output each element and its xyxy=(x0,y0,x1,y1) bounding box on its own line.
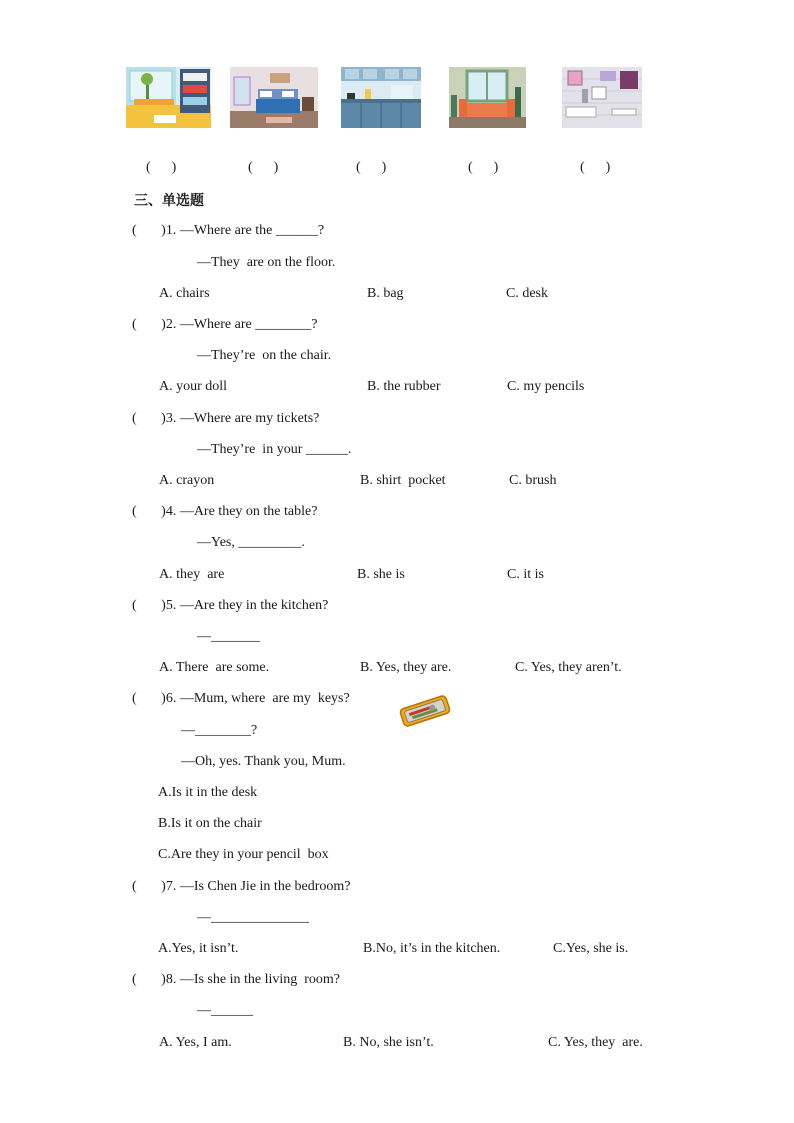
answer-bracket-1[interactable]: ( ) xyxy=(146,160,177,175)
question-8-option-c[interactable]: C. Yes, they are. xyxy=(548,1035,643,1050)
bathroom-picture xyxy=(562,67,642,128)
question-5-option-b[interactable]: B. Yes, they are. xyxy=(360,660,452,675)
question-5-option-a[interactable]: A. There are some. xyxy=(159,660,270,675)
question-4-answer: —Yes, _________. xyxy=(197,535,305,550)
question-1: ( )1. —Where are the ______? xyxy=(132,223,325,238)
section-title: 三、单选题 xyxy=(134,193,204,209)
question-4-option-a[interactable]: A. they are xyxy=(159,567,225,582)
question-6-answer: —________? xyxy=(181,723,258,738)
question-7-option-b[interactable]: B.No, it’s in the kitchen. xyxy=(363,941,501,956)
answer-bracket-2[interactable]: ( ) xyxy=(248,160,279,175)
pencil-box-picture xyxy=(397,690,453,732)
question-3-option-c[interactable]: C. brush xyxy=(509,473,557,488)
question-8-option-a[interactable]: A. Yes, I am. xyxy=(159,1035,232,1050)
question-5-answer: —_______ xyxy=(197,629,260,644)
question-3-answer: —They’re in your ______. xyxy=(197,442,352,457)
question-1-option-b[interactable]: B. bag xyxy=(367,286,404,301)
question-8: ( )8. —Is she in the living room? xyxy=(132,972,341,987)
living-room-picture xyxy=(449,67,526,128)
question-6-reply: —Oh, yes. Thank you, Mum. xyxy=(181,754,346,769)
question-7-option-c[interactable]: C.Yes, she is. xyxy=(553,941,629,956)
question-8-answer: —______ xyxy=(197,1003,253,1018)
question-2-option-b[interactable]: B. the rubber xyxy=(367,379,441,394)
question-4-option-c[interactable]: C. it is xyxy=(507,567,544,582)
kitchen-picture xyxy=(341,67,421,128)
question-6-option-b[interactable]: B.Is it on the chair xyxy=(158,816,262,831)
question-3-option-b[interactable]: B. shirt pocket xyxy=(360,473,446,488)
question-1-answer: —They are on the floor. xyxy=(197,255,336,270)
question-2-option-a[interactable]: A. your doll xyxy=(159,379,228,394)
bedroom-picture xyxy=(230,67,318,128)
question-4-option-b[interactable]: B. she is xyxy=(357,567,405,582)
question-2: ( )2. —Where are ________? xyxy=(132,317,318,332)
question-5: ( )5. —Are they in the kitchen? xyxy=(132,598,329,613)
question-8-option-b[interactable]: B. No, she isn’t. xyxy=(343,1035,434,1050)
question-5-option-c[interactable]: C. Yes, they aren’t. xyxy=(515,660,622,675)
answer-bracket-3[interactable]: ( ) xyxy=(356,160,387,175)
question-1-option-c[interactable]: C. desk xyxy=(506,286,548,301)
question-1-option-a[interactable]: A. chairs xyxy=(159,286,210,301)
question-7-option-a[interactable]: A.Yes, it isn’t. xyxy=(158,941,239,956)
answer-bracket-5[interactable]: ( ) xyxy=(580,160,611,175)
answer-bracket-4[interactable]: ( ) xyxy=(468,160,499,175)
question-4: ( )4. —Are they on the table? xyxy=(132,504,318,519)
study-room-picture xyxy=(126,67,211,128)
question-6: ( )6. —Mum, where are my keys? xyxy=(132,691,350,706)
question-3: ( )3. —Where are my tickets? xyxy=(132,411,320,426)
question-7: ( )7. —Is Chen Jie in the bedroom? xyxy=(132,879,351,894)
question-6-option-a[interactable]: A.Is it in the desk xyxy=(158,785,258,800)
question-2-option-c[interactable]: C. my pencils xyxy=(507,379,585,394)
question-7-answer: —______________ xyxy=(197,910,309,925)
question-6-option-c[interactable]: C.Are they in your pencil box xyxy=(158,847,329,862)
question-2-answer: —They’re on the chair. xyxy=(197,348,332,363)
question-3-option-a[interactable]: A. crayon xyxy=(159,473,215,488)
